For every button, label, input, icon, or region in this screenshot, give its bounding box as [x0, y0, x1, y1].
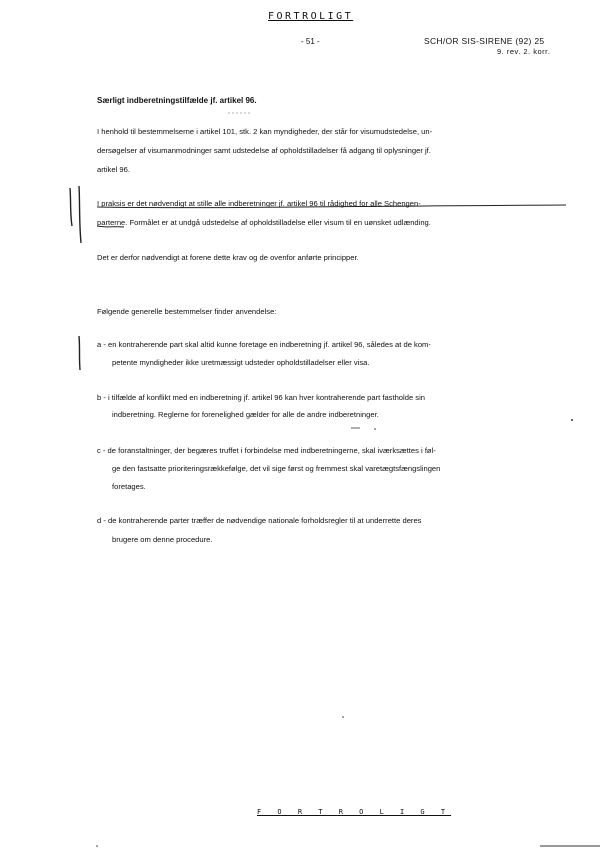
margin-mark — [70, 188, 72, 226]
list-item-b-continuation: indberetning. Reglerne for forenelighed gælder for alle de andre indberetninger. — [112, 410, 379, 419]
page-number: - 51 - — [301, 37, 320, 46]
section-heading: Særligt indberetningstilfælde jf. artikel 96. — [97, 96, 257, 105]
paragraph-line: dersøgelser af visumanmodninger samt udstedelse af opholdstilladelser få adgang til oplysninger jf. — [97, 146, 431, 155]
list-item-a-continuation: petente myndigheder ikke uretmæssigt udsteder opholdstilladelser eller visa. — [112, 358, 370, 367]
paragraph-line: Følgende generelle bestemmelser finder anvendelse: — [97, 307, 277, 316]
scan-mark — [96, 845, 98, 847]
list-item-b: b - i tilfælde af konflikt med en indberetning jf. artikel 96 kan hver kontraherende part fastholde sin — [97, 393, 425, 402]
classification-footer: F O R T R O L I G T — [257, 808, 452, 816]
margin-mark — [79, 186, 81, 243]
paragraph-line: parterne. Formålet er at undgå udstedelse af opholdstilladelse eller visum til en uønsket udlænding. — [97, 218, 431, 227]
revision-note: 9. rev. 2. korr. — [497, 47, 551, 56]
list-item-d: d - de kontraherende parter træffer de nødvendige nationale forholdsregler til at underrette deres — [97, 516, 422, 525]
list-item-d-continuation: brugere om denne procedure. — [112, 535, 213, 544]
list-item-c-continuation: foretages. — [112, 482, 146, 491]
paragraph-line: I henhold til bestemmelserne i artikel 101, stk. 2 kan myndigheder, der står for visumudstedelse, un- — [97, 127, 433, 136]
paragraph-line-underlined: I praksis er det nødvendigt at stille alle indberetninger jf. artikel 96 til rådighed for alle Schengen- — [97, 199, 421, 208]
handwritten-underline — [97, 226, 124, 227]
list-item-c-continuation: ge den fastsatte prioriteringsrækkefølge, det vil sige først og fremmest skal varetægtsfængslingen — [112, 464, 441, 473]
paragraph-line: Det er derfor nødvendigt at forene dette krav og de ovenfor anførte principper. — [97, 253, 359, 262]
list-item-a: a - en kontraherende part skal altid kunne foretage en indberetning jf. artikel 96, således at de kom- — [97, 340, 431, 349]
paragraph-line: artikel 96. — [97, 165, 130, 174]
scan-mark — [374, 428, 376, 430]
document-reference: SCH/OR SIS-SIRENE (92) 25 — [424, 36, 545, 46]
handwritten-underline — [97, 205, 566, 208]
scan-mark — [571, 419, 573, 421]
list-item-c: c - de foranstaltninger, der begæres truffet i forbindelse med indberetningerne, skal iværksættes i føl- — [97, 446, 436, 455]
margin-mark — [79, 336, 80, 370]
classification-header: FORTROLIGT — [268, 11, 354, 22]
scan-mark — [342, 716, 344, 718]
